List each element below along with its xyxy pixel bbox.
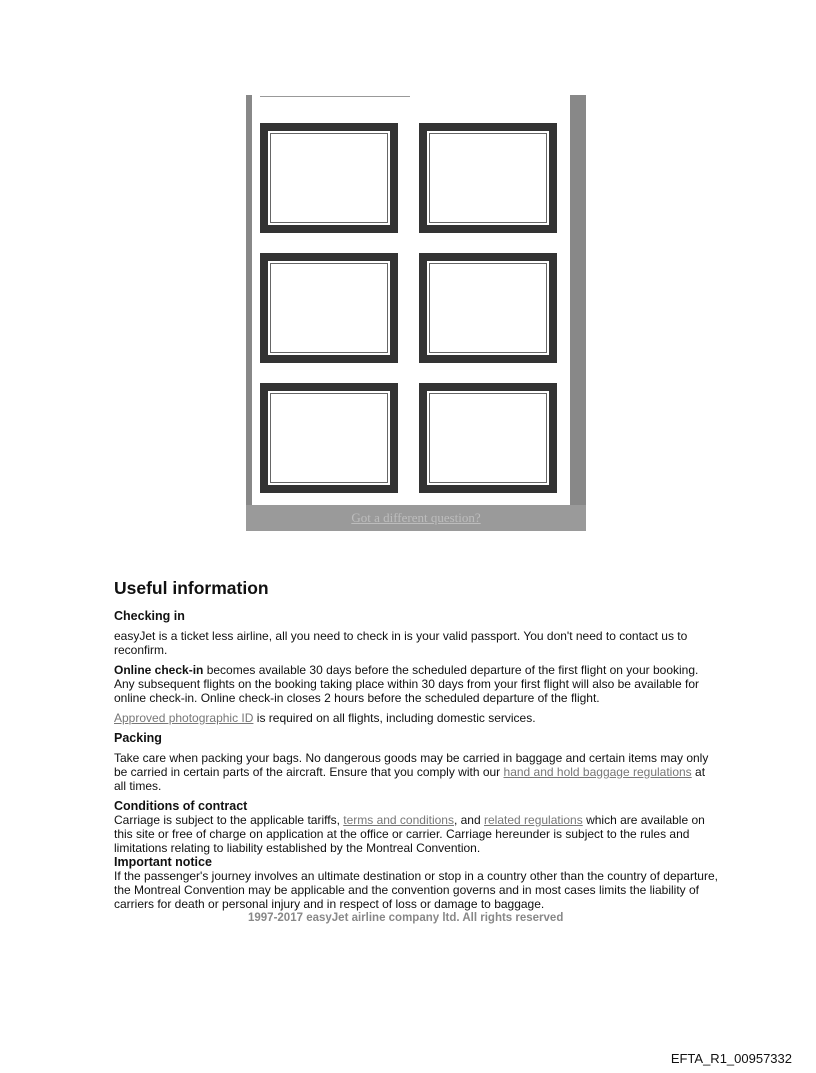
conditions-heading: Conditions of contract [114,799,248,813]
grid-top-line [260,96,410,97]
image-tile [419,123,557,233]
different-question-link[interactable]: Got a different question? [351,510,481,525]
baggage-regulations-link[interactable]: hand and hold baggage regulations [503,765,692,779]
grid-left-rail [246,95,252,505]
grid-right-rail [570,95,586,505]
online-checkin-bold: Online check-in [114,663,204,677]
image-tile [260,383,398,493]
terms-and-conditions-link[interactable]: terms and conditions [343,813,454,827]
checking-in-paragraph: easyJet is a ticket less airline, all you need to check in is your valid passport. You don't need to contact us to reconfirm. [114,629,688,657]
checking-in-heading: Checking in [114,609,185,623]
packing-heading: Packing [114,731,162,745]
image-tile [419,383,557,493]
conditions-text: , and [453,813,484,827]
conditions-paragraph [114,813,720,855]
photo-id-paragraph [114,711,720,725]
conditions-text: Carriage is subject to the applicable tariffs, [114,813,344,827]
document-id: EFTA_R1_00957332 [670,1051,792,1066]
photo-id-text: is required on all flights, including domestic services. [253,711,536,725]
image-grid-panel [246,95,586,531]
important-notice-paragraph: If the passenger's journey involves an ultimate destination or stop in a country other than the country of departure, the Montreal Convention may be applicable and the convention governs and in most cases limits the liability of carriers for death or personal injury and in respect of loss or damage to baggage. [114,869,718,911]
approved-photo-id-link[interactable]: Approved photographic ID [114,711,254,725]
image-tile [419,253,557,363]
useful-information-section [114,578,720,925]
online-checkin-text: becomes available 30 days before the scheduled departure of the first flight on your booking. Any subsequent flights on the booking taking place within 30 days from your first flight will also be available for online check-in. Online check-in closes 2 hours before the scheduled departure of the flight. [114,663,699,705]
important-notice-heading: Important notice [114,855,212,869]
conditions-text: which are available on this site or free of charge on application at the office or carrier. Carriage hereunder is subject to the rules and limitations relating to liability established by the Montreal Convention. [114,813,705,855]
related-regulations-link[interactable]: related regulations [484,813,583,827]
packing-text: Take care when packing your bags. No dangerous goods may be carried in baggage and certain items may only be carried in certain parts of the aircraft. Ensure that you comply with our [114,751,709,779]
image-tile [260,123,398,233]
image-tile [260,253,398,363]
copyright-notice: 1997-2017 easyJet airline company ltd. All rights reserved [248,912,564,924]
online-checkin-paragraph [114,663,720,705]
section-title: Useful information [114,578,269,598]
packing-text-end: at all times. [114,765,706,793]
grid-footer-bar [246,505,586,531]
packing-paragraph [114,751,720,793]
